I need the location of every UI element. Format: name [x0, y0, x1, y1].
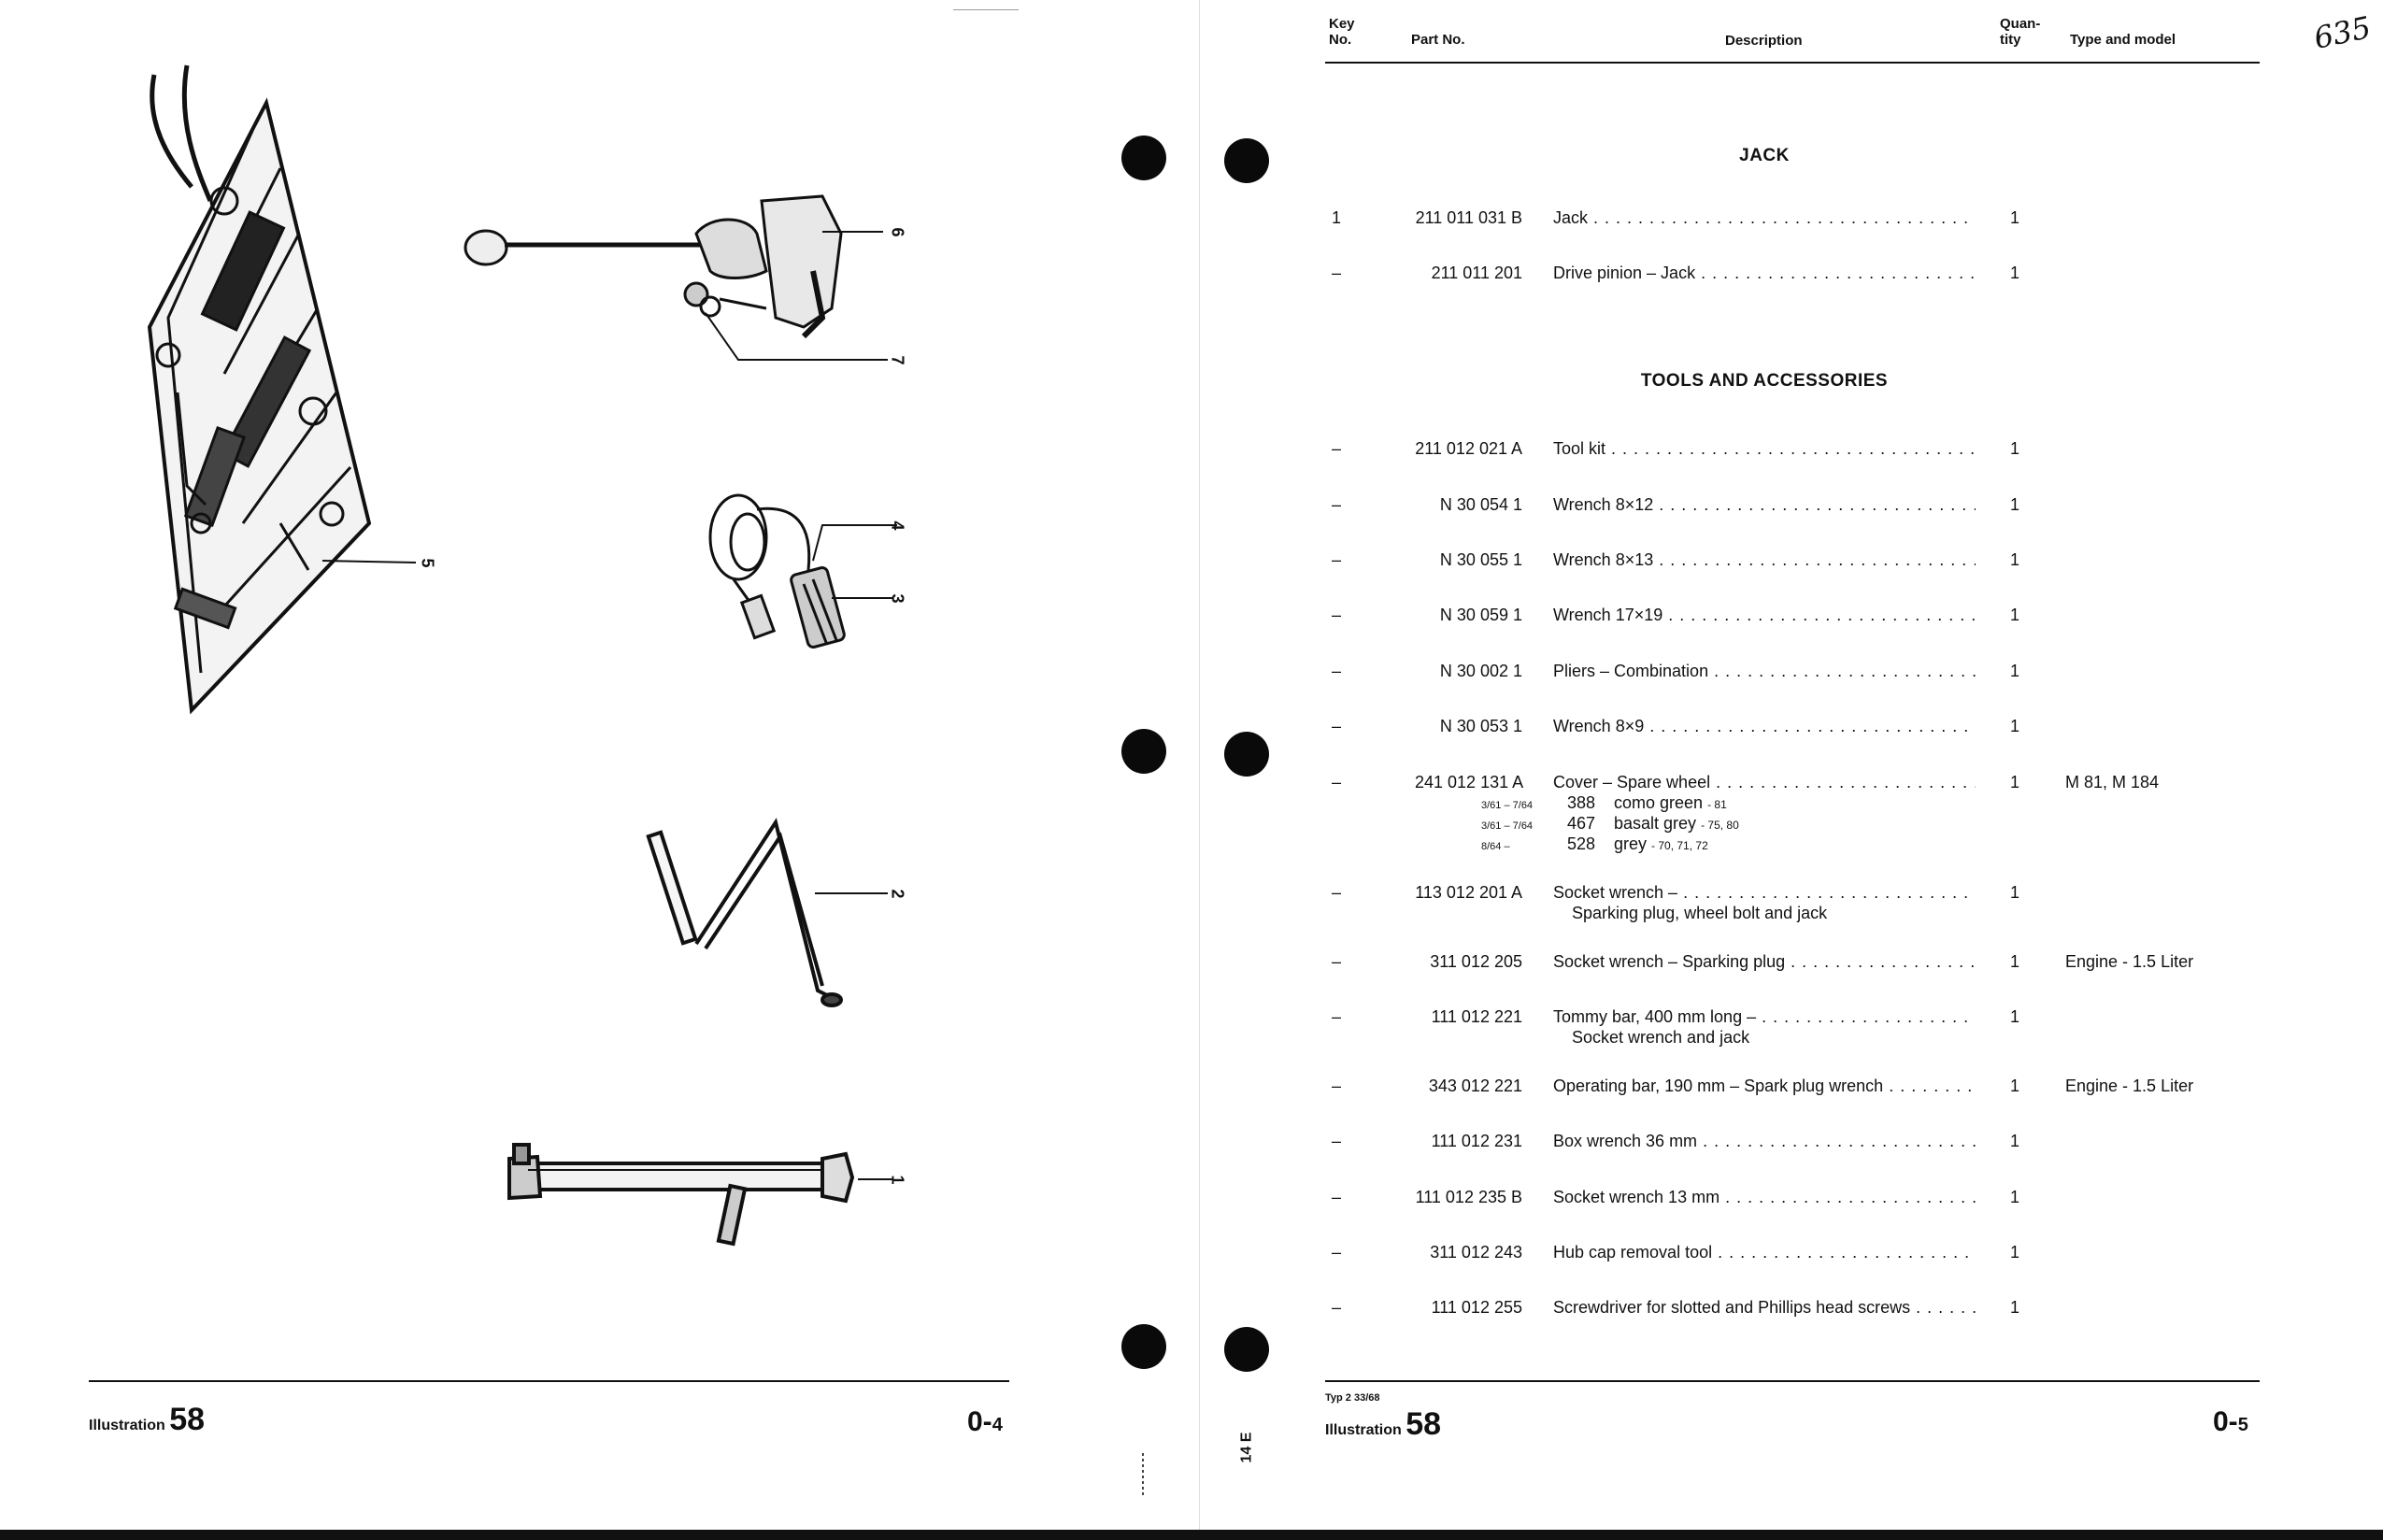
key-no: – [1331, 264, 1341, 282]
callout-7: 7 [888, 355, 907, 365]
tool-roll-drawing [150, 65, 369, 710]
key-no: – [1331, 952, 1341, 971]
description: Jack . . . [1553, 208, 1976, 228]
page-gutter [1199, 0, 1200, 1540]
quantity: 1 [2009, 1007, 2019, 1026]
description: Socket wrench – . . . [1553, 883, 1976, 903]
left-illustration-label [89, 1402, 205, 1438]
color-variant [1481, 814, 1739, 834]
key-no: – [1331, 1188, 1341, 1206]
socket-wrench-drawing [509, 1145, 852, 1244]
type-model: Engine - 1.5 Liter [2065, 952, 2194, 971]
variant-code: 388 [1567, 793, 1596, 812]
scan-bottom-border [0, 1530, 2383, 1540]
gutter-label: 14 E [1238, 1432, 1255, 1463]
page-prefix: 0- [2213, 1406, 2238, 1437]
part-no: N 30 054 1 [1439, 495, 1522, 514]
part-no: 111 012 231 [1431, 1132, 1522, 1150]
quantity: 1 [2009, 1077, 2019, 1095]
crank-handle-drawing [649, 822, 841, 1005]
description: Operating bar, 190 mm – Spark plug wrench . . . [1553, 1077, 1976, 1096]
part-no: 111 012 235 B [1415, 1188, 1522, 1206]
part-no: N 30 059 1 [1439, 606, 1522, 624]
key-no: – [1331, 1007, 1341, 1026]
description: Pliers – Combination . . . [1553, 662, 1976, 681]
right-illustration-label [1325, 1406, 1441, 1443]
typ-label: Typ 2 33/68 [1325, 1392, 1380, 1404]
header-rule [1325, 62, 2260, 64]
section-tools-accessories: TOOLS AND ACCESSORIES [1640, 371, 1889, 391]
key-no: – [1331, 550, 1341, 569]
key-no: – [1331, 1243, 1341, 1262]
part-no: N 30 053 1 [1439, 717, 1522, 735]
callout-2: 2 [888, 889, 907, 899]
page-suffix: 5 [2237, 1415, 2248, 1435]
quantity: 1 [2009, 1298, 2019, 1317]
key-no: – [1331, 495, 1341, 514]
quantity: 1 [2009, 952, 2019, 971]
quantity: 1 [2009, 773, 2019, 791]
quantity: 1 [2009, 606, 2019, 624]
binder-hole [1224, 1327, 1269, 1372]
part-no: 111 012 221 [1431, 1007, 1522, 1026]
part-no: 113 012 201 A [1415, 883, 1522, 902]
scan-artifact-line [1142, 1453, 1144, 1495]
callout-6: 6 [888, 227, 907, 237]
header-description: Description [1725, 33, 1803, 49]
description: Wrench 8×12 . . . [1553, 495, 1976, 515]
quantity: 1 [2009, 1132, 2019, 1150]
handwritten-page-number: 635 [2310, 9, 2375, 56]
quantity: 1 [2009, 439, 2019, 458]
part-no: 311 012 205 [1430, 952, 1522, 971]
callout-5: 5 [418, 558, 437, 568]
quantity: 1 [2009, 495, 2019, 514]
quantity: 1 [2009, 208, 2019, 227]
description: Hub cap removal tool . . . [1553, 1243, 1976, 1262]
callout-3: 3 [888, 593, 907, 604]
key-no: – [1331, 1298, 1341, 1317]
part-no: N 30 055 1 [1439, 550, 1522, 569]
section-jack: JACK [1739, 146, 1790, 165]
part-no: 211 012 021 A [1415, 439, 1522, 458]
binder-hole [1224, 732, 1269, 777]
variant-date: 3/61 – 7/64 [1481, 820, 1534, 832]
description: Wrench 17×19 . . . [1553, 606, 1976, 625]
description: Cover – Spare wheel . . . [1553, 773, 1976, 792]
part-no: 343 012 221 [1428, 1077, 1522, 1095]
variant-date: 8/64 – [1481, 841, 1510, 852]
header-key-no: Key No. [1329, 16, 1355, 48]
key-no: – [1331, 662, 1341, 680]
quantity: 1 [2009, 883, 2019, 902]
illustration-number: 58 [1406, 1406, 1442, 1442]
key-no: – [1331, 717, 1341, 735]
variant-date: 3/61 – 7/64 [1481, 800, 1534, 811]
left-page [0, 0, 1187, 1540]
key-no: – [1331, 606, 1341, 624]
right-page-number [2213, 1406, 2248, 1438]
callout-1: 1 [888, 1175, 907, 1185]
illustration-word: Illustration [89, 1418, 165, 1433]
binder-hole [1121, 1324, 1166, 1369]
part-no: 211 011 031 B [1415, 208, 1522, 227]
key-no: 1 [1331, 208, 1341, 227]
description: Tool kit . . . [1553, 439, 1976, 459]
quantity: 1 [2009, 662, 2019, 680]
description: Socket wrench – Sparking plug . . . [1553, 952, 1976, 972]
part-no: 111 012 255 [1431, 1298, 1522, 1317]
variant-name: grey [1614, 834, 1648, 853]
type-model: Engine - 1.5 Liter [2065, 1077, 2194, 1095]
part-no: 311 012 243 [1430, 1243, 1522, 1262]
quantity: 1 [2009, 1243, 2019, 1262]
page-prefix: 0- [967, 1406, 992, 1437]
header-part-no: Part No. [1411, 32, 1465, 48]
binder-hole [1121, 729, 1166, 774]
illustration-number: 58 [169, 1402, 206, 1437]
callout-4: 4 [888, 520, 907, 531]
variant-name: basalt grey [1614, 814, 1697, 833]
quantity: 1 [2009, 550, 2019, 569]
description: Wrench 8×9 . . . [1553, 717, 1976, 736]
description: Screwdriver for slotted and Phillips head screws . . . [1553, 1298, 1976, 1318]
key-no: – [1331, 1132, 1341, 1150]
key-no: – [1331, 439, 1341, 458]
description: Tommy bar, 400 mm long – . . . [1553, 1007, 1976, 1027]
illustration-word: Illustration [1325, 1422, 1402, 1438]
right-footer-rule [1325, 1380, 2260, 1382]
jack-drawing [465, 196, 841, 336]
color-variant [1481, 793, 1727, 813]
part-no: 241 012 131 A [1415, 773, 1524, 791]
description-continuation: Socket wrench and jack [1572, 1028, 1750, 1047]
part-no: N 30 002 1 [1439, 662, 1522, 680]
left-footer-rule [89, 1380, 1009, 1382]
left-page-number [967, 1406, 1003, 1438]
variant-suffix: - 75, 80 [1701, 819, 1739, 832]
quantity: 1 [2009, 264, 2019, 282]
description: Wrench 8×13 . . . [1553, 550, 1976, 570]
key-no: – [1331, 1077, 1341, 1095]
description: Drive pinion – Jack . . . [1553, 264, 1976, 283]
plug-cable-drawing [710, 495, 846, 649]
parts-illustration [0, 0, 1187, 1402]
color-variant [1481, 834, 1708, 854]
binder-hole [1121, 135, 1166, 180]
binder-hole [1224, 138, 1269, 183]
header-quantity: Quan- tity [2000, 16, 2041, 48]
variant-suffix: - 81 [1707, 798, 1727, 811]
header-type-model: Type and model [2070, 32, 2176, 48]
key-no: – [1331, 883, 1341, 902]
part-no: 211 011 201 [1431, 264, 1522, 282]
variant-suffix: - 70, 71, 72 [1651, 839, 1708, 852]
key-no: – [1331, 773, 1341, 791]
description: Box wrench 36 mm . . . [1553, 1132, 1976, 1151]
type-model: M 81, M 184 [2065, 773, 2160, 791]
description-continuation: Sparking plug, wheel bolt and jack [1572, 904, 1828, 922]
variant-code: 467 [1567, 814, 1596, 833]
description: Socket wrench 13 mm . . . [1553, 1188, 1976, 1207]
variant-name: como green [1614, 793, 1704, 812]
quantity: 1 [2009, 1188, 2019, 1206]
page-suffix: 4 [992, 1415, 1003, 1435]
variant-code: 528 [1567, 834, 1596, 853]
quantity: 1 [2009, 717, 2019, 735]
